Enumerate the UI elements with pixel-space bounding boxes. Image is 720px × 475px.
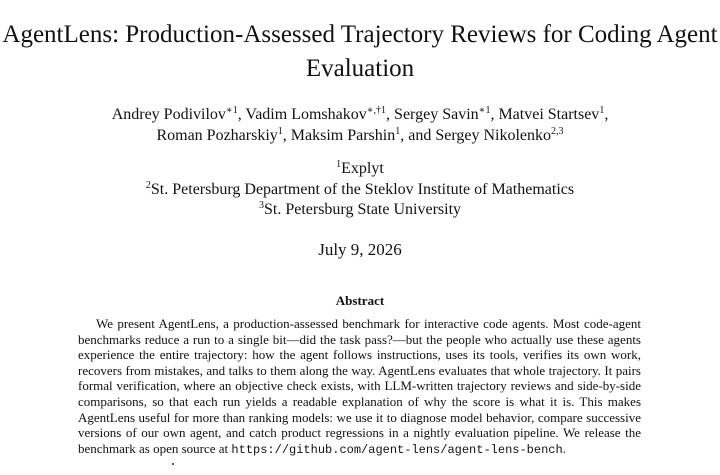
abstract-text: We present AgentLens, a production-assessed benchmark for interactive code agents. Most code-agent benchmarks reduce a run to a single bit—did the task pass?—but the people who actually use these agents experience the entire trajectory: how the agent follows instructions, uses its tools, verifies its own work, recovers from mistakes, and talks to them along the way. AgentLens evaluates that whole trajectory. It pairs formal verification, where an objective check exists, with LLM-written trajectory reviews and side-by-side comparisons, so that each run yields a readable explanation of why the score is what it is. This makes AgentLens useful for more than ranking models: we use it to diagnose model behavior, compare successive versions of our own agent, and catch product regressions in a nightly evaluation pipeline. We release the benchmark as open source at bbox=[78, 316, 641, 456]
author-list: Andrey Podivilov$^{∗1}$, Vadim Lomshakov$^{∗,\dagger 1}$, Sergey Savin$^{∗1}$, Matvei Startsev$^1$, Roman Pozharskiy$^1$, Maksim Parshin$^1$, and Sergey Nikolenko$^{2,3}$ bbox=[111, 105, 609, 144]
affiliation-mark: 3 bbox=[258, 200, 264, 211]
author: Sergey Nikolenko bbox=[435, 127, 552, 144]
author: Sergey Savin bbox=[394, 106, 479, 123]
author-mark: 1 bbox=[277, 126, 283, 137]
author-mark: 1 bbox=[395, 126, 401, 137]
paper-title: AgentLens: Production-Assessed Trajectory Reviews for Coding Agent Evaluation bbox=[2, 21, 718, 82]
affiliation-list bbox=[0, 159, 720, 221]
author-mark: ∗,†1 bbox=[366, 105, 387, 116]
abstract-heading: Abstract bbox=[335, 293, 385, 308]
affiliation-mark: 2 bbox=[145, 179, 151, 191]
author: Matvei Startsev bbox=[498, 106, 600, 123]
author-mark: ∗1 bbox=[478, 105, 491, 116]
abstract-body bbox=[78, 316, 641, 458]
footnote-rule-mark bbox=[172, 463, 174, 465]
affiliation-name: St. Petersburg State University bbox=[263, 201, 462, 218]
abstract-end: . bbox=[562, 440, 566, 456]
author-mark: 2,3 bbox=[551, 126, 564, 137]
affiliation bbox=[0, 180, 720, 201]
affiliation bbox=[0, 200, 720, 221]
affiliation-name: St. Petersburg Department of the Steklov Institute of Mathematics bbox=[150, 180, 575, 198]
author-mark: ∗1 bbox=[225, 105, 238, 116]
affiliation bbox=[0, 159, 720, 180]
author: Roman Pozharskiy bbox=[156, 127, 278, 144]
author: Vadim Lomshakov bbox=[245, 106, 367, 123]
author: Maksim Parshin bbox=[290, 127, 396, 144]
author-mark: 1 bbox=[599, 105, 605, 116]
affiliation-mark: 1 bbox=[336, 159, 342, 170]
publication-date: July 9, 2026 bbox=[318, 240, 402, 259]
affiliation-name: Explyt bbox=[341, 160, 384, 177]
repository-link[interactable]: https://github.com/agent-lens/agent-lens-bench bbox=[231, 442, 563, 457]
author: Andrey Podivilov bbox=[111, 106, 226, 123]
